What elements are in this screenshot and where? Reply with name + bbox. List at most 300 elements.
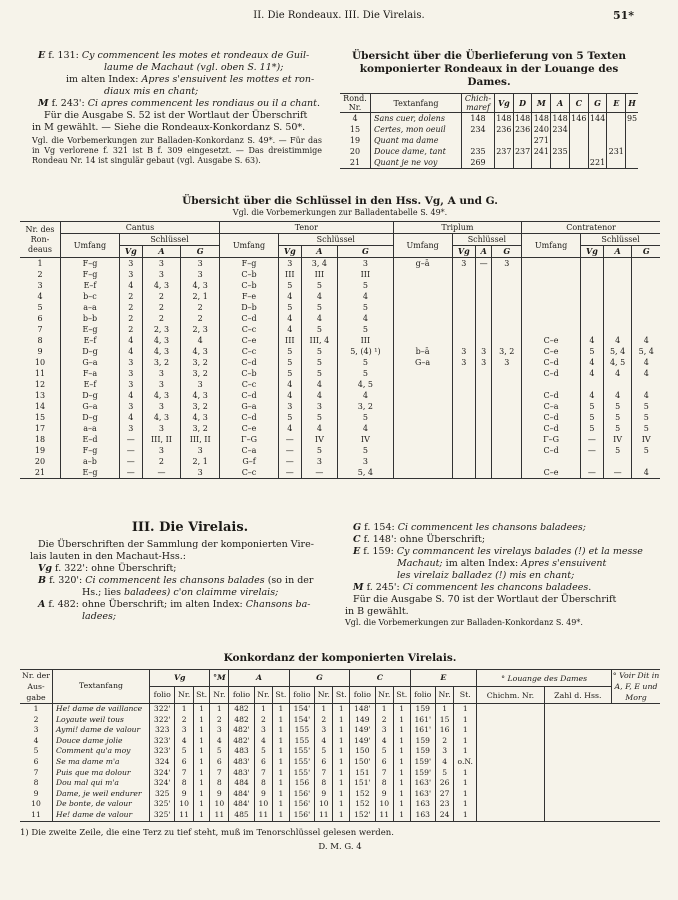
table-cell	[475, 324, 491, 335]
table-cell: 1	[333, 715, 350, 726]
table-cell	[475, 368, 491, 379]
table-cell: 4	[37, 292, 43, 301]
table-row	[20, 379, 660, 390]
table-cell: 10	[31, 799, 41, 809]
table-cell: 3	[119, 258, 142, 270]
table-cell	[393, 401, 452, 412]
table-cell: 159	[410, 746, 435, 757]
table-cell: 323	[150, 725, 175, 736]
table-row	[20, 799, 660, 810]
table-cell: 3	[119, 269, 142, 280]
table-cell: 323'	[150, 736, 175, 747]
table-cell: 4	[33, 735, 39, 745]
table-cell: III	[278, 269, 301, 280]
table-cell	[452, 313, 475, 324]
table-cell	[452, 401, 475, 412]
table-cell: 1	[454, 768, 477, 779]
hd-ms: C	[569, 94, 588, 113]
table-cell: 8	[315, 778, 333, 789]
hd-rond: Rond.	[343, 94, 367, 103]
table-cell: —	[119, 456, 142, 467]
table-cell: C–e	[522, 335, 581, 346]
table-cell: 95	[626, 114, 638, 123]
table-cell	[452, 434, 475, 445]
table-cell: 3	[175, 725, 193, 736]
table-cell	[492, 412, 522, 423]
table-cell: 6	[210, 757, 229, 768]
table-cell: 5	[338, 445, 394, 456]
table-cell: Quant ma dame	[371, 135, 462, 146]
table-cell: 4	[603, 335, 632, 346]
table-row	[20, 423, 660, 434]
table-cell: a–a	[61, 302, 120, 313]
table-cell: 10	[175, 799, 193, 810]
table-cell: 4, 5	[603, 357, 632, 368]
table-cell	[544, 704, 611, 715]
table-cell: C–d	[522, 423, 581, 434]
table-cell: 1	[193, 810, 210, 821]
table-cell: C–c	[220, 346, 279, 357]
table-cell: 1	[273, 746, 290, 757]
table-cell	[492, 423, 522, 434]
table-cell: 5	[338, 412, 394, 423]
table-row	[340, 124, 638, 135]
table-cell: 4	[632, 390, 660, 401]
table-cell: 4	[278, 379, 301, 390]
table-cell: 235	[462, 146, 495, 157]
table-cell: 3	[142, 423, 181, 434]
table-cell: 3, 2	[181, 401, 220, 412]
table-cell: 8	[210, 778, 229, 789]
table-cell	[477, 725, 544, 736]
vl-a2: ladees;	[82, 611, 117, 622]
table-cell: C–a	[220, 445, 279, 456]
table-cell: 5	[278, 357, 301, 368]
table-cell: 1	[393, 810, 410, 821]
table-cell: 3	[119, 423, 142, 434]
table-cell	[581, 313, 604, 324]
hd-contratenor: Contratenor	[522, 222, 660, 234]
table-row	[20, 778, 660, 789]
table-cell: 3	[278, 401, 301, 412]
hd-nr: Nr.	[315, 687, 333, 704]
table-cell	[475, 467, 491, 479]
table-cell: 3	[142, 368, 181, 379]
table-row	[20, 434, 660, 445]
table-row	[20, 746, 660, 757]
table-cell: 7	[33, 767, 39, 777]
table-cell	[492, 368, 522, 379]
vr-note: Vgl. die Vorbemerkungen zur Balladen-Konkordanz S. 49*.	[345, 618, 583, 627]
table-cell: 5	[581, 346, 604, 357]
hd-folio: folio	[350, 687, 375, 704]
table-cell	[603, 302, 632, 313]
table-cell: 2	[119, 302, 142, 313]
table-cell: 4	[119, 346, 142, 357]
table-cell: C–d	[522, 412, 581, 423]
table-cell	[581, 456, 604, 467]
table-row	[20, 715, 660, 726]
table-cell: g–ā	[393, 258, 452, 270]
table-cell: 156'	[289, 810, 314, 821]
table-cell	[603, 258, 632, 270]
table-cell: 3, 2	[338, 401, 394, 412]
table-cell: 3	[452, 258, 475, 270]
table-cell: 5, 4	[603, 346, 632, 357]
table-cell	[544, 778, 611, 789]
table-cell: 15	[349, 125, 361, 134]
hd-ms: H	[626, 94, 638, 113]
table-cell	[477, 715, 544, 726]
table-cell: III	[338, 335, 394, 346]
table-cell: 1	[393, 715, 410, 726]
table-cell: 2	[119, 313, 142, 324]
table-cell: 1	[454, 799, 477, 810]
table-cell: 1	[333, 704, 350, 715]
vl-b: B f. 320': Ci commencent les chansons balades (so in der	[38, 575, 314, 586]
table-cell: 5	[278, 280, 301, 291]
table-cell: 3	[181, 467, 220, 479]
table-cell: —	[119, 434, 142, 445]
table-cell	[492, 390, 522, 401]
table-cell: C–e	[522, 467, 581, 479]
hd-umfang: Umfang	[522, 234, 581, 258]
virelais-right	[345, 522, 655, 628]
table-cell: C–a	[522, 401, 581, 412]
table-cell: 5	[338, 302, 394, 313]
table-cell	[492, 379, 522, 390]
line-e: E f. 131: Cy commencent les motes et rondeaux de Guil-	[38, 50, 310, 61]
table-cell: 161'	[410, 715, 435, 726]
table-cell	[607, 135, 626, 146]
keys-table	[20, 221, 660, 479]
table-cell: 1	[333, 778, 350, 789]
table-cell: 26	[435, 778, 453, 789]
table-cell: III, II	[181, 434, 220, 445]
table-cell: 9	[375, 789, 393, 800]
table-row	[20, 357, 660, 368]
table-cell: 3	[33, 725, 39, 735]
table-row	[20, 725, 660, 736]
table-cell: 4	[338, 423, 394, 434]
table-cell: 6	[33, 756, 39, 766]
table-cell: 152	[350, 799, 375, 810]
table-cell	[544, 736, 611, 747]
table-cell	[522, 324, 581, 335]
table-cell: E–d	[61, 434, 120, 445]
table-cell	[393, 291, 452, 302]
hd-triplum: Triplum	[393, 222, 521, 234]
table-cell: 4, 3	[181, 390, 220, 401]
virelais-heading: III. Die Virelais.	[131, 520, 249, 535]
table-cell: 5	[603, 445, 632, 456]
table-cell	[452, 291, 475, 302]
table-cell	[477, 778, 544, 789]
table-cell	[581, 280, 604, 291]
table-cell	[607, 113, 626, 125]
table-cell: 484'	[229, 799, 254, 810]
table-cell: 5, 4	[338, 467, 394, 479]
table-cell: 5	[301, 412, 338, 423]
table-cell: 4	[175, 736, 193, 747]
konkordanz-table	[20, 669, 660, 822]
running-title: II. Die Rondeaux. III. Die Virelais.	[253, 10, 425, 21]
hd-a: A	[475, 246, 491, 258]
table-cell	[603, 269, 632, 280]
table-cell	[581, 269, 604, 280]
vr-ausgabe: Für die Ausgabe S. 70 ist der Wortlaut der Überschrift	[353, 594, 617, 605]
table-cell: a–b	[61, 456, 120, 467]
table-cell: 324	[150, 757, 175, 768]
table-cell: 5	[581, 401, 604, 412]
hd-schluessel: Schlüssel	[119, 234, 219, 246]
table-cell: 3	[142, 269, 181, 280]
table-cell	[475, 412, 491, 423]
overview-title-2: komponierter Rondeaux in der Louange des Dames.	[359, 63, 619, 88]
table-cell: 4	[338, 291, 394, 302]
vl-b2: Hs.; lies baladees) c'on claimme virelais;	[82, 587, 279, 598]
table-cell: 163'	[410, 778, 435, 789]
table-cell	[452, 280, 475, 291]
table-cell: 163'	[410, 789, 435, 800]
table-cell	[551, 157, 570, 169]
table-cell	[588, 146, 607, 157]
table-cell: 236	[514, 125, 531, 134]
table-cell: —	[142, 467, 181, 479]
table-cell: E–g	[61, 467, 120, 479]
table-cell: 482	[229, 704, 254, 715]
table-cell: Puis que ma dolour	[53, 768, 150, 779]
table-cell: 148	[552, 114, 568, 123]
table-cell: 148'	[350, 704, 375, 715]
table-cell	[522, 280, 581, 291]
table-cell: 150	[350, 746, 375, 757]
table-cell: 17	[34, 424, 46, 433]
hd-ms: Vg	[495, 94, 514, 113]
table-cell: 149'	[350, 725, 375, 736]
vr-g: G f. 154: Ci commencent les chansons baladees;	[353, 522, 586, 533]
table-cell: b–c	[61, 291, 120, 302]
table-cell: 7	[175, 768, 193, 779]
table-cell: 2	[254, 715, 272, 726]
table-cell: 1	[393, 789, 410, 800]
table-cell: —	[278, 434, 301, 445]
footnote: 1) Die zweite Zeile, die eine Terz zu tief steht, muß im Tenorschlüssel gelesen werden.	[20, 827, 394, 838]
line-e4: diaux mis en chant;	[104, 86, 199, 97]
hd-umfang: Umfang	[220, 234, 279, 258]
keys-section	[20, 195, 660, 479]
hd-vg: Vg	[119, 246, 142, 258]
table-cell: 5	[301, 324, 338, 335]
table-cell: —	[603, 467, 632, 479]
table-cell: C–c	[220, 379, 279, 390]
table-cell: 7	[210, 768, 229, 779]
table-cell: b–ā	[393, 346, 452, 357]
table-cell: 10	[34, 358, 46, 367]
table-cell: 2	[175, 715, 193, 726]
table-cell	[603, 313, 632, 324]
table-cell: 4	[181, 335, 220, 346]
table-cell	[475, 313, 491, 324]
table-cell: 3	[338, 456, 394, 467]
table-cell: 1	[454, 715, 477, 726]
hd-nr: Nr.	[435, 687, 453, 704]
hd-g: G	[289, 670, 349, 687]
table-cell: F–a	[61, 368, 120, 379]
table-cell: 8	[375, 778, 393, 789]
table-cell: 20	[349, 147, 361, 156]
table-cell: 3	[181, 269, 220, 280]
table-cell: 325'	[150, 799, 175, 810]
table-cell	[393, 313, 452, 324]
table-cell	[477, 746, 544, 757]
table-cell	[492, 467, 522, 479]
table-cell	[544, 715, 611, 726]
table-cell	[475, 445, 491, 456]
table-row	[340, 146, 638, 157]
table-cell: 3, 2	[181, 357, 220, 368]
table-cell: 4	[352, 114, 358, 123]
table-cell: 10	[210, 799, 229, 810]
table-cell: 484'	[229, 789, 254, 800]
hd-vg: Vg	[581, 246, 604, 258]
table-cell: 1	[393, 725, 410, 736]
table-cell: 6	[175, 757, 193, 768]
table-cell: C–e	[220, 423, 279, 434]
table-row	[340, 135, 638, 146]
table-cell: G–f	[220, 456, 279, 467]
table-cell: C–e	[220, 335, 279, 346]
table-cell: 5	[301, 302, 338, 313]
vr-c: C f. 148': ohne Überschrift;	[353, 534, 486, 545]
table-cell: 12	[34, 380, 46, 389]
table-cell: Sans cuer, dolens	[371, 113, 462, 125]
table-cell	[475, 390, 491, 401]
table-cell: 156'	[289, 799, 314, 810]
table-cell	[477, 768, 544, 779]
table-cell: 4	[581, 390, 604, 401]
table-cell	[632, 280, 660, 291]
table-cell: 155'	[289, 768, 314, 779]
table-cell: 2	[375, 715, 393, 726]
hd-m: °M	[210, 670, 229, 687]
table-cell: D–g	[61, 346, 120, 357]
table-cell: 1	[393, 757, 410, 768]
table-cell: 1	[333, 768, 350, 779]
table-cell: 4, 3	[181, 412, 220, 423]
table-cell: 482'	[229, 725, 254, 736]
table-cell: 240	[533, 125, 549, 134]
hd-g: G	[338, 246, 394, 258]
table-cell: 3	[492, 357, 522, 368]
hd-nr: Nr.	[375, 687, 393, 704]
table-cell: 2	[119, 324, 142, 335]
table-cell: 5	[175, 746, 193, 757]
table-cell: 10	[315, 799, 333, 810]
table-cell: C–d	[220, 412, 279, 423]
table-cell	[452, 302, 475, 313]
table-cell: 1	[193, 736, 210, 747]
table-cell: 148	[533, 114, 549, 123]
rondeaux-headings	[32, 50, 322, 166]
table-cell: 3	[475, 357, 491, 368]
table-cell: 4	[278, 423, 301, 434]
table-cell	[626, 135, 638, 146]
table-cell: 1	[273, 736, 290, 747]
table-cell: 4	[301, 379, 338, 390]
overview-table	[340, 93, 638, 169]
table-cell: 5	[435, 768, 453, 779]
table-cell: 5	[278, 346, 301, 357]
table-cell: 2, 3	[142, 324, 181, 335]
table-cell: Douce dame, tant	[371, 146, 462, 157]
table-cell: 7	[37, 325, 43, 334]
table-cell: 1	[273, 778, 290, 789]
table-cell: 23	[435, 799, 453, 810]
table-cell: 235	[552, 147, 568, 156]
hd-voir-dit: ° Voir Dit in A, F, E und Morg	[612, 671, 660, 702]
table-cell	[452, 379, 475, 390]
table-cell: 9	[33, 788, 39, 798]
table-cell	[603, 379, 632, 390]
table-cell	[513, 157, 532, 169]
table-cell: 3	[278, 258, 301, 270]
table-row	[20, 291, 660, 302]
table-cell: 151'	[350, 778, 375, 789]
hd-a: A	[603, 246, 632, 258]
table-cell: 148	[496, 114, 512, 123]
line-e2: laume de Machaut (vgl. oben S. 11*);	[104, 62, 284, 73]
table-cell	[581, 379, 604, 390]
hd-umfang: Umfang	[61, 234, 120, 258]
table-row	[20, 789, 660, 800]
table-cell: 7	[315, 768, 333, 779]
table-row	[20, 810, 660, 821]
keys-title: Übersicht über die Schlüssel in den Hss. Vg, A und G.	[182, 195, 498, 207]
table-cell: E–f	[61, 379, 120, 390]
table-cell: 2	[181, 313, 220, 324]
hd-g: G	[632, 246, 660, 258]
table-cell: 148	[514, 114, 531, 123]
running-header	[0, 10, 678, 24]
table-cell: 5	[375, 746, 393, 757]
table-row	[20, 401, 660, 412]
table-row	[20, 313, 660, 324]
table-cell: Douce dame jolie	[53, 736, 150, 747]
table-cell: D–b	[220, 302, 279, 313]
table-cell	[492, 313, 522, 324]
table-cell: 7	[254, 768, 272, 779]
table-cell: 155'	[289, 746, 314, 757]
table-cell: 6	[375, 757, 393, 768]
table-cell: 3	[338, 258, 394, 270]
table-cell: 3	[452, 346, 475, 357]
table-cell	[477, 789, 544, 800]
hd-zahl: Zahl d. Hss.	[544, 687, 611, 704]
table-cell	[632, 291, 660, 302]
table-cell: 2	[435, 736, 453, 747]
table-cell: F–g	[61, 269, 120, 280]
table-cell: 5	[278, 412, 301, 423]
table-cell	[475, 401, 491, 412]
table-cell	[632, 324, 660, 335]
line-m: M f. 243': Ci apres commencent les rondiaus ou il a chant.	[38, 98, 321, 109]
table-cell: 5	[37, 303, 43, 312]
table-cell: 236	[496, 125, 512, 134]
table-cell: 1	[333, 725, 350, 736]
table-cell: —	[119, 445, 142, 456]
hd-nr-ausgabe: Nr. der Aus-gabe	[20, 670, 53, 704]
